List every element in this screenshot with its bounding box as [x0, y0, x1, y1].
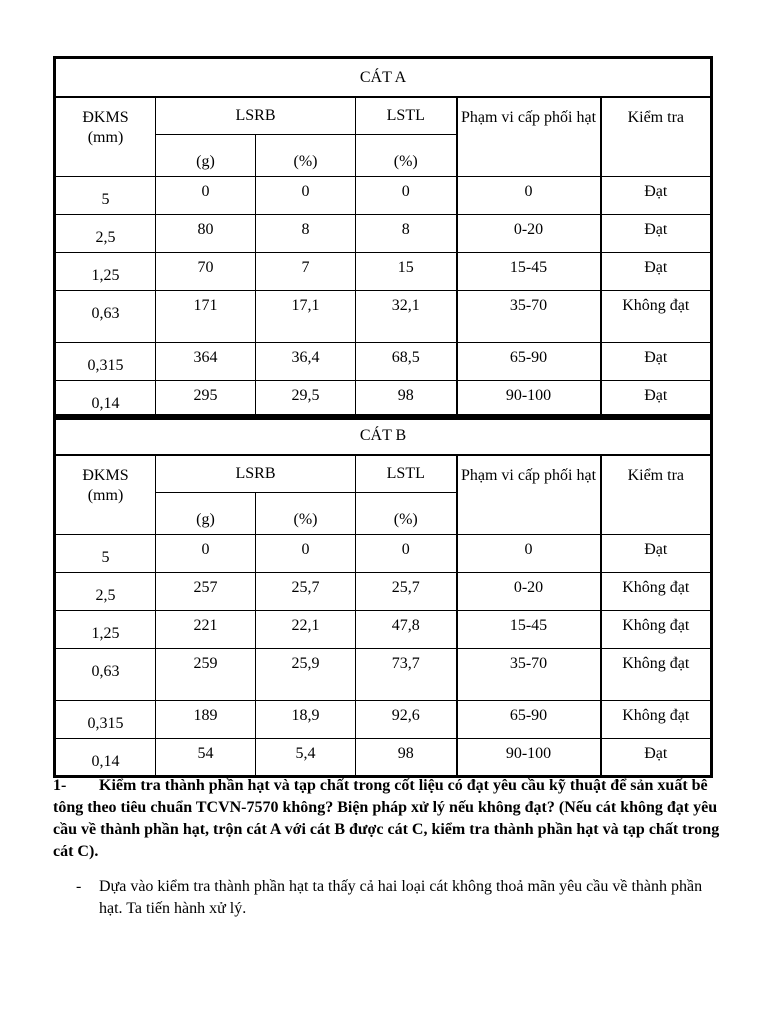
check-result-cell: Đạt	[601, 177, 712, 215]
cumulative-pct-cell: 15	[356, 253, 457, 291]
lstl-pct-unit: (%)	[356, 493, 457, 535]
sand-a-table	[53, 56, 713, 420]
retained-pct-cell: 17,1	[256, 291, 356, 343]
cumulative-pct-cell: 32,1	[356, 291, 457, 343]
sieve-size-cell: 2,5	[55, 573, 156, 611]
sieve-size-cell: 0,14	[55, 739, 156, 777]
lsrb-g-unit: (g)	[156, 493, 256, 535]
lstl-header: LSTL	[356, 455, 457, 493]
table-row	[55, 291, 712, 343]
sand-b-table-wrapper	[53, 414, 710, 778]
retained-pct-cell: 5,4	[256, 739, 356, 777]
grading-range-cell: 35-70	[457, 291, 601, 343]
check-result-cell: Không đạt	[601, 649, 712, 701]
cumulative-pct-cell: 68,5	[356, 343, 457, 381]
retained-pct-cell: 7	[256, 253, 356, 291]
check-result-cell: Đạt	[601, 381, 712, 419]
sieve-size-cell: 0,63	[55, 649, 156, 701]
dkms-header	[55, 455, 156, 535]
dkms-label: ĐKMS	[82, 467, 129, 484]
retained-g-cell: 257	[156, 573, 256, 611]
cumulative-pct-cell: 0	[356, 177, 457, 215]
retained-pct-cell: 25,7	[256, 573, 356, 611]
grading-range-cell: 0	[457, 535, 601, 573]
retained-pct-cell: 18,9	[256, 701, 356, 739]
retained-pct-cell: 36,4	[256, 343, 356, 381]
retained-g-cell: 54	[156, 739, 256, 777]
dkms-unit: (mm)	[87, 129, 124, 146]
retained-g-cell: 70	[156, 253, 256, 291]
cumulative-pct-cell: 92,6	[356, 701, 457, 739]
table-row	[55, 611, 712, 649]
grading-range-cell: 0	[457, 177, 601, 215]
question-text: Kiểm tra thành phần hạt và tạp chất trong cốt liệu có đạt yêu cầu kỹ thuật để sản xuất bê tông theo tiêu chuẩn TCVN-7570 không? Biện pháp xử lý nếu không đạt? (Nếu cát không đạt yêu cầu về thành phần hạt, trộn cát A với cát B được cát C, kiểm tra thành phần hạt và tạp chất trong cát C).	[53, 777, 720, 860]
retained-g-cell: 0	[156, 177, 256, 215]
table-row	[55, 573, 712, 611]
cumulative-pct-cell: 8	[356, 215, 457, 253]
question-number: 1-	[53, 777, 67, 794]
dkms-header	[55, 97, 156, 177]
retained-pct-cell: 29,5	[256, 381, 356, 419]
grading-range-cell: 15-45	[457, 253, 601, 291]
dkms-label: ĐKMS	[82, 109, 129, 126]
sand-a-table-wrapper	[53, 56, 710, 420]
cumulative-pct-cell: 47,8	[356, 611, 457, 649]
check-header: Kiểm tra	[601, 97, 712, 177]
cumulative-pct-cell: 73,7	[356, 649, 457, 701]
sand-b-table	[53, 414, 713, 778]
check-header: Kiểm tra	[601, 455, 712, 535]
cumulative-pct-cell: 98	[356, 381, 457, 419]
cumulative-pct-cell: 98	[356, 739, 457, 777]
lsrb-header: LSRB	[156, 455, 356, 493]
table-row	[55, 739, 712, 777]
lstl-header: LSTL	[356, 97, 457, 135]
sand-a-title: CÁT A	[55, 58, 712, 98]
check-result-cell: Không đạt	[601, 291, 712, 343]
grading-range-cell: 90-100	[457, 739, 601, 777]
cumulative-pct-cell: 0	[356, 535, 457, 573]
dkms-unit: (mm)	[87, 487, 124, 504]
sieve-size-cell: 5	[55, 177, 156, 215]
lstl-pct-unit: (%)	[356, 135, 457, 177]
retained-g-cell: 259	[156, 649, 256, 701]
bullet-text: Dựa vào kiểm tra thành phần hạt ta thấy cả hai loại cát không thoả mãn yêu cầu về thành phần hạt. Ta tiến hành xử lý.	[99, 878, 703, 917]
retained-g-cell: 0	[156, 535, 256, 573]
lsrb-pct-unit: (%)	[256, 135, 356, 177]
table-row	[55, 177, 712, 215]
sieve-size-cell: 5	[55, 535, 156, 573]
sieve-size-cell: 0,14	[55, 381, 156, 419]
retained-g-cell: 189	[156, 701, 256, 739]
cumulative-pct-cell: 25,7	[356, 573, 457, 611]
lsrb-header: LSRB	[156, 97, 356, 135]
retained-g-cell: 221	[156, 611, 256, 649]
check-result-cell: Đạt	[601, 535, 712, 573]
sieve-size-cell: 1,25	[55, 611, 156, 649]
grading-range-cell: 65-90	[457, 343, 601, 381]
retained-g-cell: 295	[156, 381, 256, 419]
table-row	[55, 343, 712, 381]
question-paragraph	[53, 775, 723, 863]
table-row	[55, 649, 712, 701]
retained-pct-cell: 22,1	[256, 611, 356, 649]
grading-range-header: Phạm vi cấp phối hạt	[457, 97, 601, 177]
check-result-cell: Đạt	[601, 253, 712, 291]
grading-range-cell: 0-20	[457, 573, 601, 611]
check-result-cell: Không đạt	[601, 573, 712, 611]
check-result-cell: Không đạt	[601, 701, 712, 739]
retained-pct-cell: 8	[256, 215, 356, 253]
grading-range-cell: 15-45	[457, 611, 601, 649]
retained-pct-cell: 0	[256, 535, 356, 573]
check-result-cell: Đạt	[601, 343, 712, 381]
bullet-dash: -	[76, 878, 82, 895]
grading-range-cell: 0-20	[457, 215, 601, 253]
retained-pct-cell: 25,9	[256, 649, 356, 701]
retained-pct-cell: 0	[256, 177, 356, 215]
sieve-size-cell: 2,5	[55, 215, 156, 253]
grading-range-cell: 35-70	[457, 649, 601, 701]
sieve-size-cell: 0,315	[55, 701, 156, 739]
grading-range-header: Phạm vi cấp phối hạt	[457, 455, 601, 535]
table-row	[55, 253, 712, 291]
answer-bullet	[76, 876, 726, 920]
check-result-cell: Đạt	[601, 739, 712, 777]
lsrb-pct-unit: (%)	[256, 493, 356, 535]
sieve-size-cell: 0,63	[55, 291, 156, 343]
check-result-cell: Đạt	[601, 215, 712, 253]
retained-g-cell: 364	[156, 343, 256, 381]
retained-g-cell: 171	[156, 291, 256, 343]
check-result-cell: Không đạt	[601, 611, 712, 649]
lsrb-g-unit: (g)	[156, 135, 256, 177]
grading-range-cell: 65-90	[457, 701, 601, 739]
sieve-size-cell: 1,25	[55, 253, 156, 291]
table-row	[55, 215, 712, 253]
sieve-size-cell: 0,315	[55, 343, 156, 381]
sand-b-title: CÁT B	[55, 416, 712, 456]
table-row	[55, 535, 712, 573]
grading-range-cell: 90-100	[457, 381, 601, 419]
table-row	[55, 701, 712, 739]
retained-g-cell: 80	[156, 215, 256, 253]
table-row	[55, 381, 712, 419]
